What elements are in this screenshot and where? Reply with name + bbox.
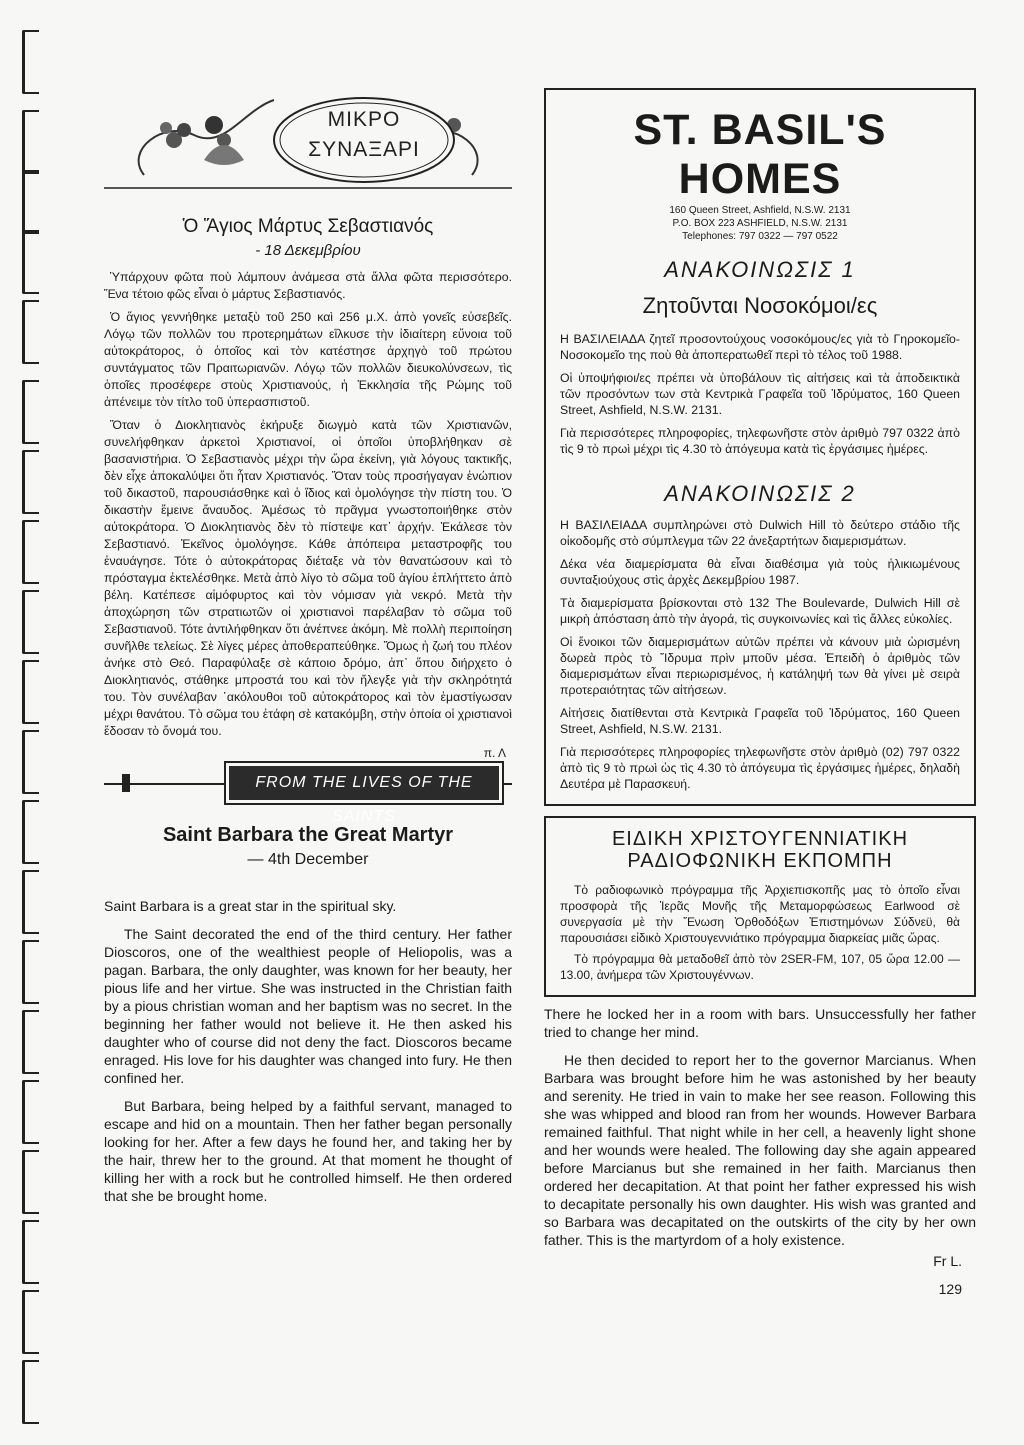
english-paragraph: He then decided to report her to the governor Marcianus. When Barbara was brought before him he was astonished by her beauty and serenity. He tried in vain to make her see reason. Following this she was whipped and blood ran from her wounds. However Barbara remained faithful. That night while in her cell, a heavenly light shone and her wounds were healed. The following day she again appeared before Marcianus but she remained in her faith. Marcianus then ordered her decapitation. At that point her father expressed his wish to decapitate personally his own daughter. His wish was granted and so Barbara was decapitated on the outskirts of the city by her own father. This is the martyrdom of a holy existence.: [544, 1052, 976, 1248]
binder-hole: [22, 590, 39, 654]
christmas-heading-line2: ΡΑΔΙΟΦΩΝΙΚΗ ΕΚΠΟΜΠΗ: [627, 850, 893, 872]
christmas-heading-line1: ΕΙΔΙΚΗ ΧΡΙΣΤΟΥΓΕΝΝΙΑΤΙΚΗ: [611, 828, 909, 850]
binder-hole: [22, 230, 39, 294]
binder-hole: [22, 450, 39, 514]
announcement-paragraph: Αἰτήσεις διατίθενται στὰ Κεντρικὰ Γραφεῖα τοῦ Ἱδρύματος, 160 Queen Street, Ashfield, N.S.W. 2131.: [560, 706, 960, 736]
greek-paragraph: Ὁ ἅγιος γεννήθηκε μεταξὺ τοῦ 250 καὶ 256 μ.Χ. ἀπὸ γονεῖς εὐσεβεῖς. Λόγῳ τῶν πολλῶν του προτερημάτων εἵλκυσε τὴν ἰδιαίτερη εὔνοια τοῦ αὐτοκράτορος, ὁ ὁποῖος καὶ τὸν κατέστησε ἀρχηγὸ τοῦ πρώτου συντάγματος τῶν Πραιτωριανῶν. Λόγῳ τῶν πολλῶν διευκολύνσεων, τὶς ὁποῖες προσέφερε στοὺς Χριστιανούς, ἡ Ἐκκλησία τῆς Ρώμης τοῦ ἀπένειμε τὸν τίτλο τοῦ ὑπερασπιστοῦ.: [104, 310, 512, 409]
binder-hole: [22, 940, 39, 1004]
binder-hole: [22, 1360, 39, 1424]
saint-title: Saint Barbara the Great Martyr: [162, 824, 454, 846]
binder-hole: [22, 170, 39, 234]
address-line: P.O. BOX 223 ASHFIELD, N.S.W. 2131: [672, 218, 848, 229]
announcement-paragraph: Οἱ ὑποψήφιοι/ες πρέπει νὰ ὑποβάλουν τὶς αἰτήσεις καὶ τὰ ἀποδεικτικὰ τῶν προσόντων των στὰ Κεντρικὰ Γραφεῖα τοῦ Ἱδρύματος, 160 Queen Street, Ashfield, N.S.W. 2131.: [560, 371, 960, 417]
christmas-paragraph: Τὸ ραδιοφωνικὸ πρόγραμμα τῆς Ἀρχιεπισκοπῆς μας τὸ ὁποῖο εἶναι προσφορὰ τῆς Ἱερᾶς Μονῆς τῆς Μεταμορφώσεως Earlwood σὲ συνεργασία μὲ τὴν Ἕνωση Ὀρθοδόξων Ἐπιστημόνων Σύδνεϋ, θὰ παρουσιάσει εἰδικὸ Χριστουγεννιάτικο πρόγραμμα διαρκείας μιᾶς ὥρας.: [560, 883, 960, 945]
saints-banner: [104, 762, 512, 825]
binder-hole: [22, 730, 39, 794]
english-paragraph: But Barbara, being helped by a faithful servant, managed to escape and hid on a mountain. Then her father began personally looking for her. After a few days he found her, and taking her by the hair, threw her to the ground. At that moment he thought of killing her with a rock but he controlled himself. He then ordered that she be brought home.: [104, 1098, 512, 1204]
announcement-paragraph: Γιὰ περισσότερες πληροφορίες τηλεφωνῆστε στὸν ἀριθμὸ (02) 797 0322 ἀπὸ τὶς 9 τὸ πρωὶ ὡς τὶς 4.30 τὸ ἀπόγευμα τὶς ἐργάσιμες ἡμέρες, δηλαδὴ Δευτέρα μὲ Παρασκευή.: [560, 745, 960, 791]
binder-hole: [22, 1080, 39, 1144]
announcement-paragraph: Τὰ διαμερίσματα βρίσκονται στὸ 132 The Boulevarde, Dulwich Hill σὲ μικρὴ ἀπόσταση ἀπὸ τὴν ἀγορά, τὶς συγκοινωνίες καὶ τὶς ἄλλες εὐκολίες.: [560, 596, 960, 626]
telephone-line: Telephones: 797 0322 — 797 0522: [682, 231, 838, 242]
binder-hole: [22, 1150, 39, 1214]
binder-holes: [22, 0, 42, 1445]
english-paragraph: The Saint decorated the end of the third century. Her father Dioscoros, one of the wealthiest people of Heliopolis, was a pagan. Barbara, the only daughter, was known for her beauty, her pious life and her virtue. She was instructed in the Christian faith by a pious christian woman and her baptism was no secret. In the beginning her father would not believe it. He then asked his daughter who of course did not deny the fact. Dioscoros became enraged. His love for his daughter was changed into fury. He then confined her.: [104, 926, 512, 1086]
page-number: 129: [938, 1281, 962, 1297]
st-basils-box: [544, 88, 976, 806]
announcement-paragraph: Η ΒΑΣΙΛΕΙΑΔΑ ζητεῖ προσοντούχους νοσοκόμους/ες γιὰ τὸ Γηροκομεῖο-Νοσοκομεῖο της ποὺ θὰ ἀποπερατωθεῖ περὶ τὸ τέλος τοῦ 1988.: [560, 332, 960, 362]
banner-line2: ΣΥΝΑΞΑΡΙ: [308, 138, 420, 161]
english-paragraph: There he locked her in a room with bars. Unsuccessfully her father tried to change her mind.: [544, 1006, 976, 1040]
vine-ornament-icon: [104, 80, 512, 190]
announcement-2-heading: ΑΝΑΚΟΙΝΩΣΙΣ 2: [664, 481, 856, 506]
binder-hole: [22, 380, 39, 444]
greek-article-date: - 18 Δεκεμβρίου: [255, 242, 361, 259]
divider-ornament: [122, 774, 130, 792]
greek-signature: π. Λ: [483, 746, 506, 760]
binder-hole: [22, 800, 39, 864]
binder-hole: [22, 1010, 39, 1074]
binder-hole: [22, 520, 39, 584]
binder-hole: [22, 30, 39, 94]
address-line: 160 Queen Street, Ashfield, N.S.W. 2131: [669, 205, 851, 216]
binder-hole: [22, 1290, 39, 1354]
binder-hole: [22, 300, 39, 364]
greek-paragraph: Ὅταν ὁ Διοκλητιανὸς ἐκήρυξε διωγμὸ κατὰ τῶν Χριστιανῶν, συνελήφθηκαν ἀρκετοὶ Χριστιανοί, οἱ ὁποῖοι ὑποβλήθηκαν σὲ βασανιστήρια. Ὁ Σεβαστιανὸς μέχρι τὴν ὥρα ἐκείνη, γιὰ λόγους τακτικῆς, δὲν εἶχε ἀποκαλύψει ὅτι ἦταν Χριστιανός. Ὅταν τοὺς προσήγαγαν ἐνώπιον τοῦ δικαστοῦ, παρουσιάσθηκε καὶ ὁ ἴδιος καὶ ὁμολόγησε τὴν πίστη του. Ὁ δικαστὴν ἔμεινε ἄναυδος. Ἀμέσως τὸ πρᾶγμα γνωστοποιήθηκε στὸν αὐτοκράτορα. Ὁ Διοκλητιανὸς δὲν τὸ πίστεψε κατ᾿ ἀρχήν. Ἐκάλεσε τὸν Σεβαστιανό. Ἐκεῖνος ὁμολόγησε. Κάθε ἀπόπειρα μεταστροφῆς του ἐναυάγησε. Τότε ὁ αὐτοκράτορας διέταξε νὰ τὸν θανατώσουν καὶ τὸ πρόσταγμα ἐκτελέσθηκε. Μετὰ ἀπὸ λίγο τὸ σῶμα τοῦ ἁγίου ἐπλήττετο ἀπὸ βέλη. Κατέπεσε αἱμόφυρτος καὶ τὸν νόμισαν γιὰ νεκρό. Μετὰ τὴν ἀποχώρηση τῶν στρατιωτῶν οἱ χριστιανοὶ παρέλαβαν τὸ σῶμα τοῦ Σεβαστιανοῦ. Τότε ἀντιλήφθηκαν ὅτι ἀνέπνεε ἀκόμη. Μὲ πολλὴ περιποίηση συνῆλθε τελείως. Σὲ λίγες μέρες ἀποθεραπεύθηκε. Ὅμως ἡ ζωή του πλέον ἀνήκε στὸ Θεό. Παραφύλαξε σὲ κάποιο δρόμο, ἀπ᾿ ὅπου διήρχετο ὁ Διοκλητιανός, στάθηκε μπροστά του καὶ τὸν ἤλεγξε γιὰ τὴν σκληρότητά του. Τὸν συνέλαβαν ῾ακόλουθοι τοῦ αὐτοκράτορος καὶ τὸν ἐμαστίγωσαν μέχρι θανάτου. Τὸ σῶμα του ἐτάφη σὲ κατακόμβη, στὴν ὁποία οἱ χριστιανοὶ ἔδοσαν τὸ ὄνομά του.: [104, 418, 512, 738]
announcement-1-heading: ΑΝΑΚΟΙΝΩΣΙΣ 1: [664, 257, 856, 282]
english-continuation: [544, 1005, 976, 1297]
christmas-broadcast-box: [544, 816, 976, 997]
announcement-paragraph: Δέκα νέα διαμερίσματα θὰ εἶναι διαθέσιμα γιὰ τοὺς ἡλικιωμένους συνταξιούχους στὶς ἀρχὲς Δεκεμβρίου 1987.: [560, 557, 960, 587]
christmas-heading: [560, 828, 960, 872]
right-column: [544, 88, 976, 1297]
binder-hole: [22, 110, 39, 174]
left-column: [104, 80, 512, 1215]
binder-hole: [22, 870, 39, 934]
saint-date: — 4th December: [247, 851, 369, 868]
announcement-paragraph: Γιὰ περισσότερες πληροφορίες, τηλεφωνῆστε στὸν ἀριθμὸ 797 0322 ἀπὸ τὶς 9 τὸ πρωὶ μέχρι τὶς 4.30 τὸ ἀπόγευμα κατὰ τὶς ἐργάσιμες ἡμέρες.: [560, 426, 960, 456]
announcement-paragraph: Οἱ ἔνοικοι τῶν διαμερισμάτων αὐτῶν πρέπει νὰ κάνουν μιὰ ὡρισμένη δωρεὰ πρὸς τὸ Ἵδρυμα πρὶν μποῦν μέσα. Ἐπειδὴ ὁ ἀριθμὸς τῶν διαμερισμάτων εἶναι περιωρισμένος, ἡ κατάληψή των θὰ γίνει μὲ σειρὰ προτεραιότητας τῶν αἰτήσεων.: [560, 635, 960, 697]
banner-line1: ΜΙΚΡΟ: [327, 108, 401, 131]
greek-article-title: Ὁ Ἅγιος Μάρτυς Σεβαστιανός: [182, 216, 434, 237]
st-basils-name: ST. BASIL'S HOMES: [633, 106, 887, 203]
english-signature: Fr L.: [933, 1253, 962, 1269]
saints-banner-label: FROM THE LIVES OF THE SAINTS: [229, 766, 499, 800]
synaxari-banner: [104, 80, 512, 190]
greek-paragraph: Ὑπάρχουν φῶτα ποὺ λάμπουν ἀνάμεσα στὰ ἄλλα φῶτα περισσότερο. Ἕνα τέτοιο φῶς εἶναι ὁ μάρτυς Σεβαστιανός.: [104, 270, 512, 301]
english-paragraph: Saint Barbara is a great star in the spiritual sky.: [104, 898, 397, 914]
christmas-paragraph: Τὸ πρόγραμμα θὰ μεταδοθεῖ ἀπὸ τὸν 2SER-FM, 107, 05 ὥρα 12.00 — 13.00, ἀνήμερα τῶν Χριστουγέννων.: [560, 952, 960, 982]
binder-hole: [22, 660, 39, 724]
binder-hole: [22, 1220, 39, 1284]
announcement-1-subheading: Ζητοῦνται Νοσοκόμοι/ες: [642, 293, 878, 318]
announcement-paragraph: Η ΒΑΣΙΛΕΙΑΔΑ συμπληρώνει στὸ Dulwich Hill τὸ δεύτερο στάδιο τῆς οἰκοδομῆς στὸ σύμπλεγμα τῶν 22 ἀνεξαρτήτων διαμερισμάτων.: [560, 518, 960, 548]
